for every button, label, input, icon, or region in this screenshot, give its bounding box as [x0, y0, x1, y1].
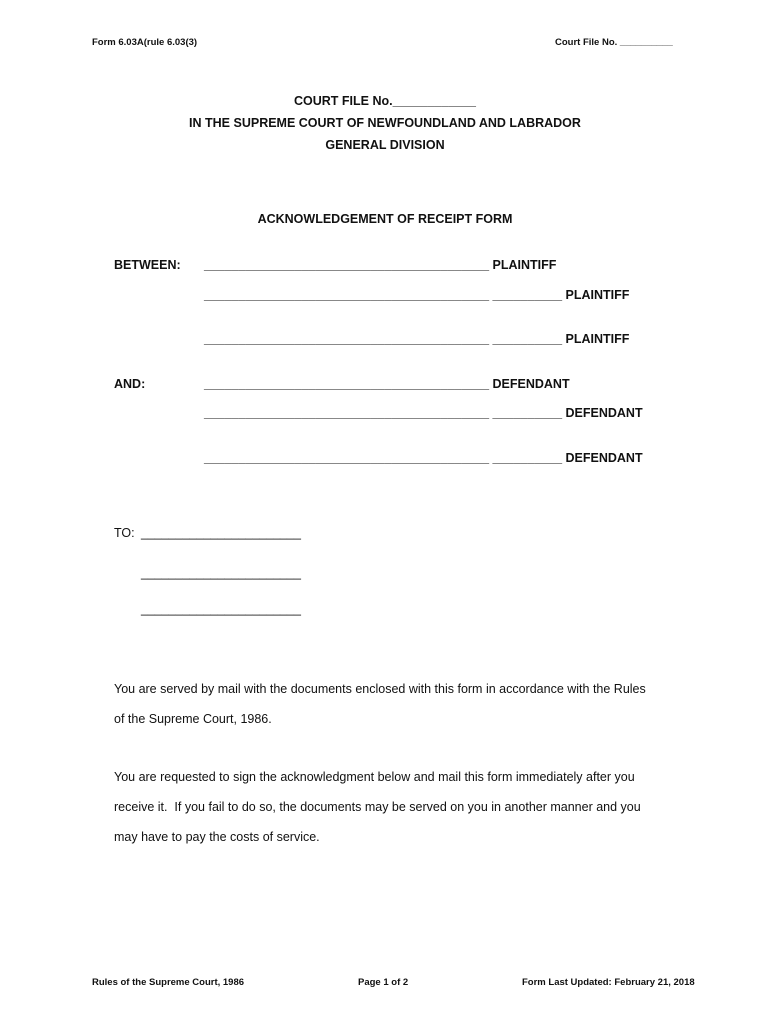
plaintiff-line: _________________________________________ PLAINTIFF — [204, 258, 557, 272]
paragraph-line: may have to pay the costs of service. — [114, 830, 320, 844]
header-court-file-number: Court File No. __________ — [555, 37, 673, 48]
to-address-line: _______________________ — [141, 566, 301, 580]
footer-last-updated: Form Last Updated: February 21, 2018 — [522, 977, 695, 988]
plaintiff-line: _________________________________________ __________ PLAINTIFF — [204, 332, 630, 346]
to-address-line: _______________________ — [141, 526, 301, 540]
form-title: ACKNOWLEDGEMENT OF RECEIPT FORM — [257, 212, 513, 226]
and-label: AND: — [114, 377, 146, 391]
paragraph-line: You are served by mail with the documents enclosed with this form in accordance with the Rules — [114, 682, 646, 696]
footer-page-number: Page 1 of 2 — [358, 977, 409, 988]
between-label: BETWEEN: — [114, 258, 181, 272]
to-label: TO: — [114, 526, 135, 540]
paragraph-line: You are requested to sign the acknowledgment below and mail this form immediately after you — [114, 770, 635, 784]
court-name: IN THE SUPREME COURT OF NEWFOUNDLAND AND LABRADOR — [189, 116, 581, 130]
to-address-line: _______________________ — [141, 602, 301, 616]
footer-rules: Rules of the Supreme Court, 1986 — [92, 977, 245, 988]
court-file-number: COURT FILE No.____________ — [293, 94, 477, 108]
division: GENERAL DIVISION — [325, 138, 445, 152]
plaintiff-line: _________________________________________ __________ PLAINTIFF — [204, 288, 630, 302]
paragraph-line: of the Supreme Court, 1986. — [114, 712, 272, 726]
paragraph-line: receive it. If you fail to do so, the documents may be served on you in another manner and you — [114, 800, 641, 814]
form-reference: Form 6.03A(rule 6.03(3) — [92, 37, 198, 48]
defendant-line: _________________________________________ __________ DEFENDANT — [204, 406, 643, 420]
defendant-line: _________________________________________ __________ DEFENDANT — [204, 451, 643, 465]
defendant-line: _________________________________________ DEFENDANT — [204, 377, 570, 391]
